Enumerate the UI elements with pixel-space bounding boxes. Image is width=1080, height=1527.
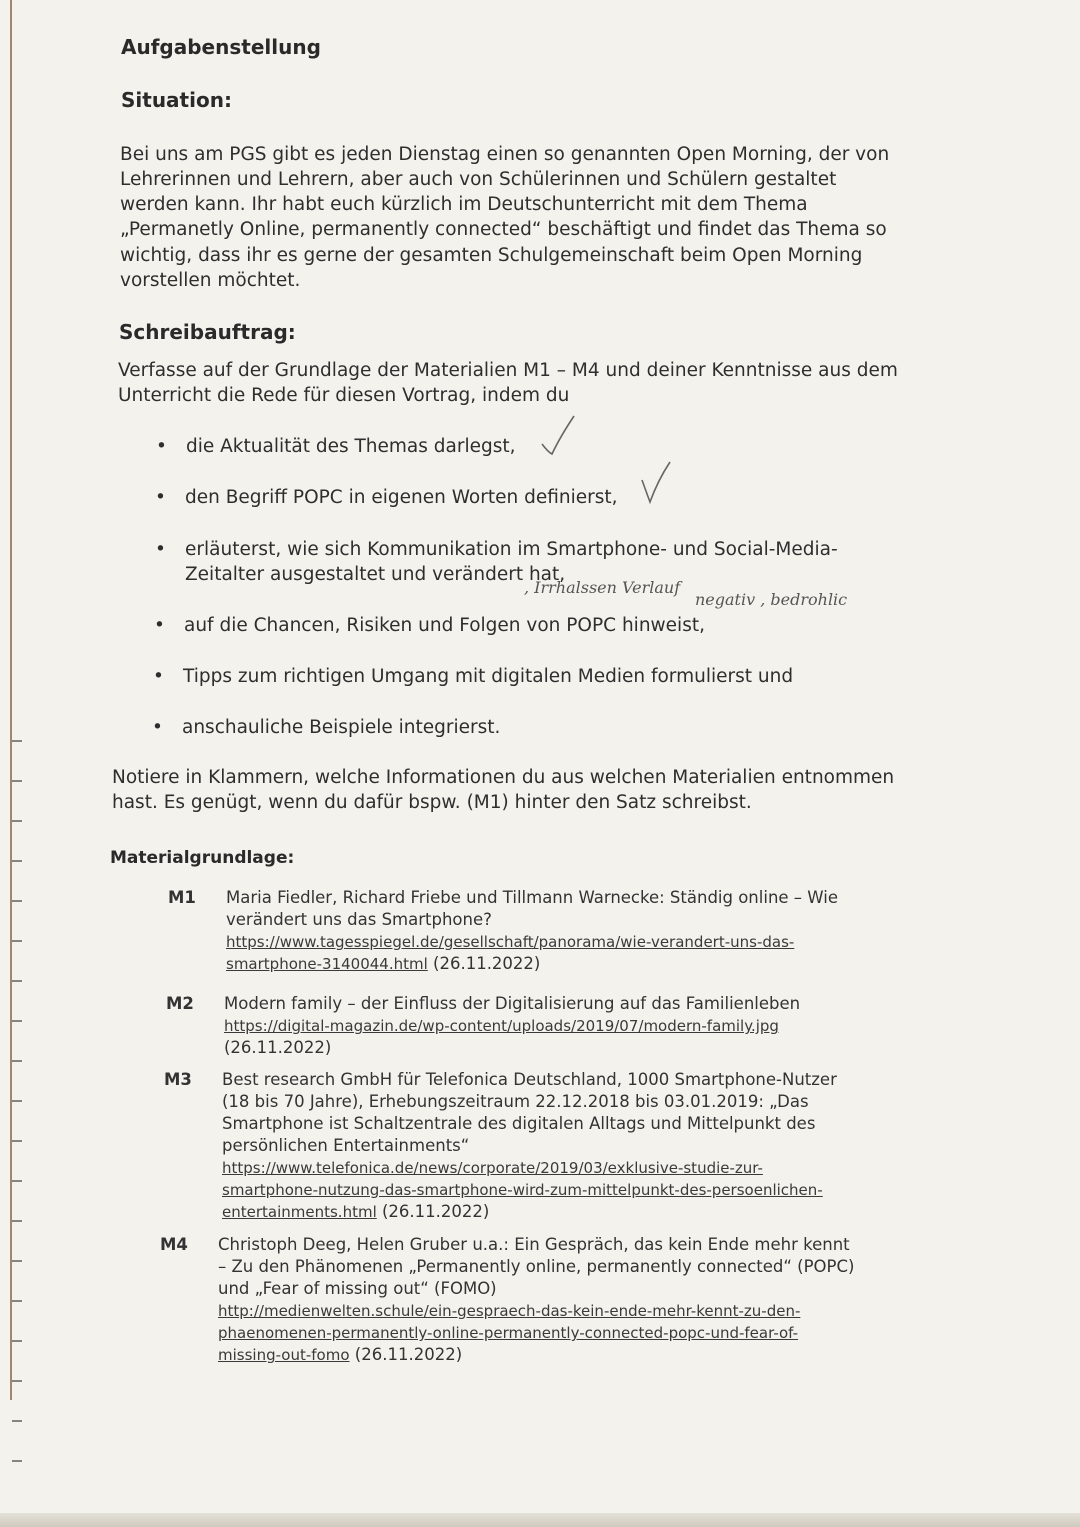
material-link[interactable]: http://medienwelten.schule/ein-gespraech-das-kein-ende-mehr-kennt-zu-den- — [218, 1302, 801, 1320]
situation-line: werden kann. Ihr habt euch kürzlich im Deutschunterricht mit dem Thema — [120, 194, 808, 215]
material-heading: Materialgrundlage: — [110, 848, 295, 868]
material-date: (26.11.2022) — [382, 1202, 490, 1221]
material-entry — [226, 887, 906, 975]
material-id: M4 — [160, 1235, 188, 1254]
handwritten-note: , Irrhalssen Verlauf — [524, 578, 681, 597]
checkmark-icon — [538, 412, 578, 457]
situation-line: „Permanetly Online, permanently connected“ beschäftigt und findet das Thema so — [120, 219, 887, 240]
schreibauftrag-heading: Schreibauftrag: — [119, 320, 296, 344]
material-text: – Zu den Phänomenen „Permanently online, permanently connected“ (POPC) — [218, 1257, 855, 1276]
situation-line: Bei uns am PGS gibt es jeden Dienstag einen so genannten Open Morning, der von — [120, 144, 890, 165]
intro-line: Verfasse auf der Grundlage der Materialien M1 – M4 und deiner Kenntnisse aus dem — [118, 360, 898, 381]
material-link[interactable]: phaenomenen-permanently-online-permanently-connected-popc-und-fear-of- — [218, 1324, 799, 1342]
material-date: (26.11.2022) — [433, 954, 541, 973]
task-bullet-continuation: Zeitalter ausgestaltet und verändert hat, — [185, 564, 566, 585]
material-text: persönlichen Entertainments“ — [222, 1136, 470, 1155]
situation-heading: Situation: — [121, 88, 232, 112]
material-link[interactable]: https://digital-magazin.de/wp-content/uploads/2019/07/modern-family.jpg — [224, 1017, 779, 1035]
page-title: Aufgabenstellung — [121, 35, 321, 59]
task-bullet: • anschauliche Beispiele integrierst. — [182, 715, 500, 740]
material-entry — [218, 1234, 898, 1366]
intro-line: Unterricht die Rede für diesen Vortrag, indem du — [118, 385, 570, 406]
material-link[interactable]: smartphone-3140044.html — [226, 955, 428, 973]
material-date: (26.11.2022) — [224, 1038, 332, 1057]
material-text: Christoph Deeg, Helen Gruber u.a.: Ein Gespräch, das kein Ende mehr kennt — [218, 1235, 850, 1254]
material-text: und „Fear of missing out“ (FOMO) — [218, 1279, 497, 1298]
notes-line: Notiere in Klammern, welche Informationen du aus welchen Materialien entnommen — [112, 767, 895, 788]
notes-line: hast. Es genügt, wenn du dafür bspw. (M1) hinter den Satz schreibst. — [112, 792, 752, 813]
situation-line: Lehrerinnen und Lehrern, aber auch von Schülerinnen und Schülern gestaltet — [120, 169, 837, 190]
material-text: Maria Fiedler, Richard Friebe und Tillmann Warnecke: Ständig online – Wie — [226, 888, 838, 907]
situation-line: wichtig, dass ihr es gerne der gesamten Schulgemeinschaft beim Open Morning — [120, 245, 863, 266]
material-text: verändert uns das Smartphone? — [226, 910, 492, 929]
material-text: Best research GmbH für Telefonica Deutschland, 1000 Smartphone-Nutzer — [222, 1070, 837, 1089]
situation-line: vorstellen möchtet. — [120, 270, 301, 291]
margin-ticks — [12, 740, 24, 1480]
material-text: Modern family – der Einfluss der Digitalisierung auf das Familienleben — [224, 994, 801, 1013]
material-id: M2 — [166, 994, 194, 1013]
material-link[interactable]: https://www.tagesspiegel.de/gesellschaft/panorama/wie-verandert-uns-das- — [226, 933, 795, 951]
checkmark-icon — [638, 458, 678, 506]
material-entry — [224, 993, 904, 1059]
material-date: (26.11.2022) — [354, 1345, 463, 1364]
material-link[interactable]: https://www.telefonica.de/news/corporate/2019/03/exklusive-studie-zur- — [222, 1159, 763, 1177]
material-id: M1 — [168, 888, 196, 907]
task-bullet: • die Aktualität des Themas darlegst, — [186, 434, 516, 459]
material-id: M3 — [164, 1070, 192, 1089]
task-bullet: • Tipps zum richtigen Umgang mit digitalen Medien formulierst und — [183, 664, 793, 689]
material-link[interactable]: entertainments.html — [222, 1203, 377, 1221]
task-bullet: • den Begriff POPC in eigenen Worten definierst, — [185, 485, 617, 510]
task-bullet: • erläuterst, wie sich Kommunikation im Smartphone- und Social-Media- — [185, 537, 838, 562]
task-bullet: • auf die Chancen, Risiken und Folgen von POPC hinweist, — [184, 613, 705, 638]
material-text: (18 bis 70 Jahre), Erhebungszeitraum 22.12.2018 bis 03.01.2019: „Das — [222, 1092, 809, 1111]
material-entry — [222, 1069, 902, 1223]
handwritten-note: negativ , bedrohlic — [695, 590, 848, 609]
material-link[interactable]: missing-out-fomo — [218, 1346, 350, 1364]
material-text: Smartphone ist Schaltzentrale des digitalen Alltags und Mittelpunkt des — [222, 1114, 816, 1133]
material-link[interactable]: smartphone-nutzung-das-smartphone-wird-zum-mittelpunkt-des-persoenlichen- — [222, 1181, 823, 1199]
page-bottom-edge — [0, 1513, 1080, 1527]
